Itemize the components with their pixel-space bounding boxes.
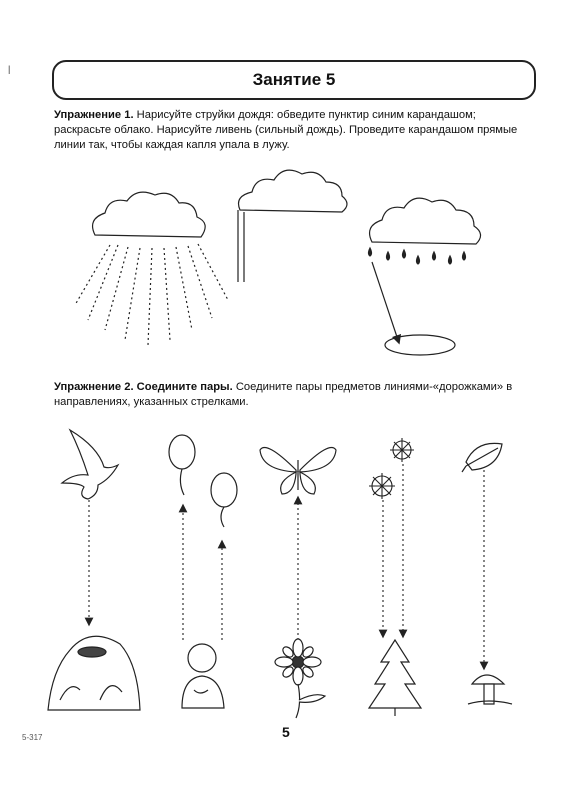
exercise-1-label: Упражнение 1. <box>54 109 134 121</box>
print-code: 5-317 <box>22 733 43 742</box>
flower-icon <box>275 639 325 718</box>
child-icon <box>182 644 224 708</box>
butterfly-icon <box>260 448 336 495</box>
cloud-drops-icon <box>369 198 481 355</box>
fir-tree-icon <box>369 640 421 716</box>
balloon-icon <box>211 473 237 527</box>
exercise-1-body: Нарисуйте струйки дождя: обведите пунктир синим карандашом; раскрасьте облако. Нарисуйте ливень (сильный дождь). Проведите карандашом прямые линии так, чтобы каждая капля упала в лужу. <box>54 109 518 151</box>
dotted-paths <box>89 464 484 666</box>
rock-nest-icon <box>48 636 140 710</box>
exercise-2-body: Соедините пары предметов линиями-«дорожками» в направлениях, указанных стрелками. <box>54 381 513 408</box>
margin-mark: | <box>8 64 11 74</box>
eagle-icon <box>62 430 118 499</box>
balloon-icon <box>169 435 195 495</box>
lesson-title: Занятие 5 <box>252 70 336 89</box>
cloud-downpour-icon <box>238 170 347 282</box>
mushroom-icon <box>468 675 512 704</box>
exercise-2-label: Упражнение 2. Соедините пары. <box>54 381 233 393</box>
snowflake-icon <box>369 473 395 499</box>
leaf-icon <box>462 443 502 472</box>
snowflake-icon <box>390 438 414 462</box>
page-number: 5 <box>282 724 290 740</box>
cloud-rain-icon <box>75 192 228 345</box>
